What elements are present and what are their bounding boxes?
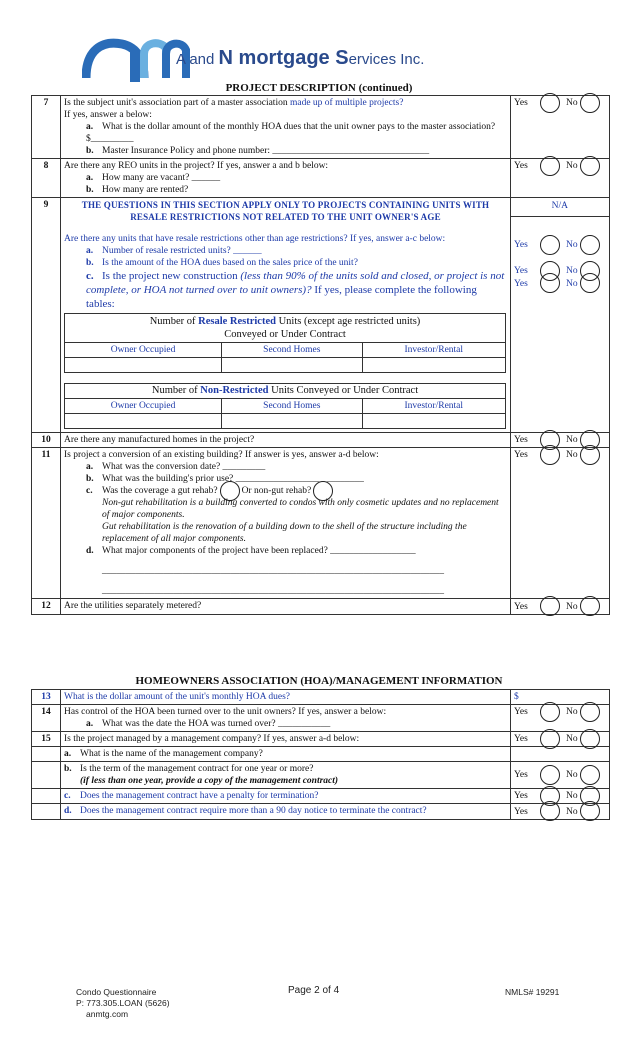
resale-investor-cell[interactable]	[362, 358, 505, 373]
yes-checkbox[interactable]	[540, 273, 560, 293]
question-row-12: 12 Are the utilities separately metered? Yes No	[32, 599, 610, 614]
nonres-owner-occupied-cell[interactable]	[65, 414, 222, 429]
no-checkbox[interactable]	[580, 445, 600, 465]
section-title-project: PROJECT DESCRIPTION (continued)	[225, 82, 413, 94]
nonres-investor-cell[interactable]	[362, 414, 505, 429]
no-checkbox[interactable]	[580, 93, 600, 113]
yes-checkbox[interactable]	[540, 156, 560, 176]
resale-owner-occupied-cell[interactable]	[65, 358, 222, 373]
question-row-15c: c. Does the management contract have a penalty for termination? Yes No	[32, 789, 610, 804]
resale-restricted-table: Number of Resale Restricted Units (except age restricted units) Conveyed or Under Contract Owner Occupied Second Homes Investor/Rental	[64, 313, 506, 373]
nmls-number: NMLS# 19291	[505, 987, 560, 997]
no-checkbox[interactable]	[580, 273, 600, 293]
no-checkbox[interactable]	[580, 235, 600, 255]
yes-checkbox[interactable]	[540, 235, 560, 255]
yes-checkbox[interactable]	[540, 702, 560, 722]
yes-checkbox[interactable]	[540, 93, 560, 113]
question-row-10: 10 Are there any manufactured homes in the project? Yes No	[32, 433, 610, 448]
no-checkbox[interactable]	[580, 801, 600, 821]
hoa-dues-field[interactable]: $	[511, 690, 610, 705]
question-row-7: 7 Is the subject unit's association part of a master association made up of multiple projects? If yes, answer a below: a. What is the dollar amount of the monthly HOA dues that the unit owner pays to the master association? $_________ b. Master Insurance Policy and phone number: _________________________________ Yes No	[32, 96, 610, 159]
footer-left: Condo Questionnaire P: 773.305.LOAN (5626) anmtg.com	[76, 987, 170, 1019]
question-row-15b: b. Is the term of the management contract for one year or more? (if less than one year, provide a copy of the management contract) Yes No	[32, 762, 610, 789]
no-checkbox[interactable]	[580, 596, 600, 616]
nonres-second-homes-cell[interactable]	[222, 414, 362, 429]
question-row-13: 13 What is the dollar amount of the unit's monthly HOA dues? $	[32, 690, 610, 705]
company-name: A and N mortgage Services Inc.	[176, 47, 425, 69]
project-description-table	[31, 95, 610, 615]
question-row-8: 8 Are there any REO units in the project? If yes, answer a and b below: a. How many are vacant? ______ b. How many are rented? Yes No	[32, 159, 610, 198]
question-row-9: 9 THE QUESTIONS IN THIS SECTION APPLY ONLY TO PROJECTS CONTAINING UNITS WITH RESALE RESTRICTIONS NOT RELATED TO THE UNIT OWNER'S AGE Are there any units that have resale restrictions other than age restrictions? If yes, answer a-c below: a. Number of resale restricted units? ______ b. Is the amount of the HOA dues based on the sales price of the unit? c. Is the project new construction (less than 90% of the units sold and closed, or project is not complete, or HOA not turned over to unit owners)? If yes, please complete the following tables: Number of Resale Restricted Units (except age restricted units) Conveyed or Under Contract Owner Occupied Second Homes Investor/Rental Number of Non-Restricted Units Conveyed or Under Contract Owner Occupied Second Homes Investor/Rental N/A Yes No Yes No Yes No	[32, 198, 610, 433]
question-row-11: 11 Is project a conversion of an existing building? If answer is yes, answer a-d below: a. What was the conversion date? _________ b. What was the building's prior use? ___________________________ c. Was the coverage a gut rehab? Or non-gut rehab? Non-gut rehabilitation is a building converted to condos with only cosmetic updates and no replacement of major components. Gut rehabilitation is the renovation of a building down to the shell of the structure including the replacement of all major components. d. What major components of the project have been replaced? __________________ ________________________________________________________________________ ________________________________________________________________________ Yes No	[32, 448, 610, 599]
non-restricted-table: Number of Non-Restricted Units Conveyed or Under Contract Owner Occupied Second Homes Investor/Rental	[64, 383, 506, 429]
yes-checkbox[interactable]	[540, 445, 560, 465]
yes-checkbox[interactable]	[540, 765, 560, 785]
question-row-15a: a. What is the name of the management company?	[32, 747, 610, 762]
section-title-hoa: HOMEOWNERS ASSOCIATION (HOA)/MANAGEMENT INFORMATION	[135, 675, 503, 687]
question-row-15d: d. Does the management contract require more than a 90 day notice to terminate the contract? Yes No	[32, 804, 610, 819]
question-row-15: 15 Is the project managed by a management company? If yes, answer a-d below: Yes No	[32, 732, 610, 747]
yes-checkbox[interactable]	[540, 801, 560, 821]
yes-checkbox[interactable]	[540, 596, 560, 616]
resale-second-homes-cell[interactable]	[222, 358, 362, 373]
no-checkbox[interactable]	[580, 765, 600, 785]
page-number: Page 2 of 4	[288, 985, 340, 996]
hoa-table	[31, 689, 610, 820]
no-checkbox[interactable]	[580, 702, 600, 722]
no-checkbox[interactable]	[580, 156, 600, 176]
question-row-14: 14 Has control of the HOA been turned over to the unit owners? If yes, answer a below: a. What was the date the HOA was turned over? ___________ Yes No	[32, 705, 610, 732]
